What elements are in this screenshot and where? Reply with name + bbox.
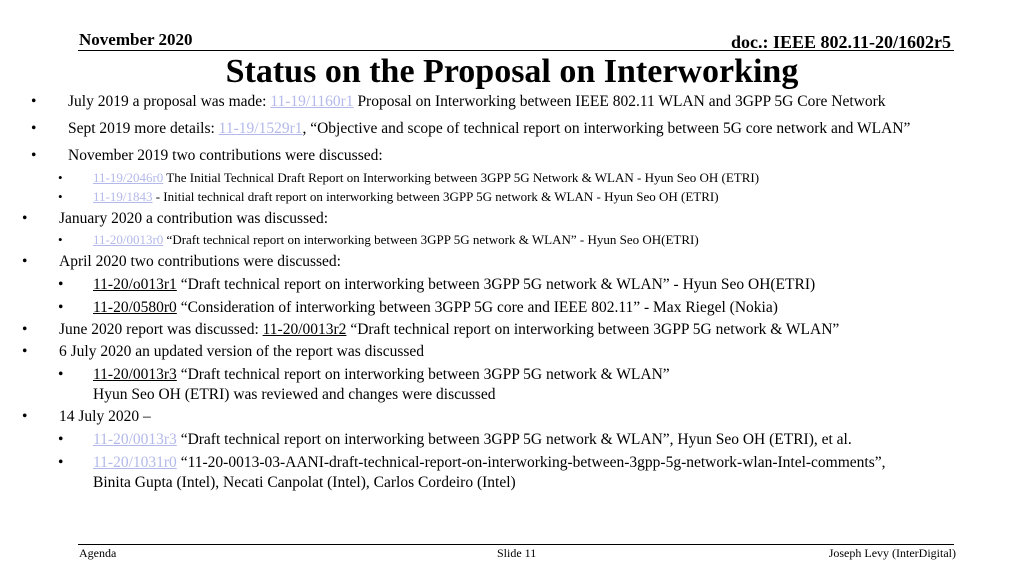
bullet: • bbox=[58, 454, 64, 471]
bullet: • bbox=[58, 170, 63, 185]
list-item: 14 July 2020 – bbox=[59, 408, 151, 425]
footer-left: Agenda bbox=[79, 546, 117, 560]
bullet: • bbox=[22, 253, 28, 270]
list-item bbox=[93, 170, 759, 186]
list-item bbox=[93, 299, 778, 317]
list-item bbox=[93, 189, 719, 205]
slide-number: Slide 11 bbox=[497, 546, 537, 560]
item-text: “Draft technical report on interworking between 3GPP 5G network & WLAN”, Hyun Seo OH (ETRI), et al. bbox=[176, 431, 852, 448]
list-item bbox=[93, 232, 699, 248]
header-doc-id: doc.: IEEE 802.11-20/1602r5 bbox=[730, 32, 951, 52]
item-text: , “Objective and scope of technical report on interworking between 5G core network and WLAN” bbox=[302, 120, 911, 137]
bullet: • bbox=[31, 93, 37, 110]
list-item-continuation: Binita Gupta (Intel), Necati Canpolat (Intel), Carlos Cordeiro (Intel) bbox=[93, 474, 516, 491]
item-text: The Initial Technical Draft Report on Interworking between 3GPP 5G Network & WLAN - Hyun Seo OH (ETRI) bbox=[163, 170, 760, 185]
header-date: November 2020 bbox=[79, 30, 193, 49]
doc-link[interactable]: 11-20/o013r1 bbox=[93, 276, 177, 293]
list-item bbox=[93, 454, 886, 472]
list-item bbox=[68, 93, 886, 111]
list-item: April 2020 two contributions were discussed: bbox=[59, 253, 341, 270]
doc-link[interactable]: 11-19/1843 bbox=[93, 189, 153, 204]
list-item: 6 July 2020 an updated version of the report was discussed bbox=[59, 343, 425, 360]
bullet: • bbox=[58, 366, 64, 383]
bullet: • bbox=[58, 189, 63, 204]
footer-divider bbox=[78, 544, 954, 545]
list-item-continuation: Hyun Seo OH (ETRI) was reviewed and changes were discussed bbox=[93, 386, 496, 403]
bullet: • bbox=[58, 276, 64, 293]
item-text: “Consideration of interworking between 3GPP 5G core and IEEE 802.11” - Max Riegel (Nokia) bbox=[176, 299, 778, 316]
item-text: “Draft technical report on interworking between 3GPP 5G network & WLAN” - Hyun Seo OH(ETRI) bbox=[163, 232, 699, 247]
item-text: “Draft technical report on interworking between 3GPP 5G network & WLAN” - Hyun Seo OH(ETRI) bbox=[176, 276, 816, 293]
doc-link[interactable]: 11-20/0013r3 bbox=[93, 431, 177, 448]
list-item bbox=[93, 366, 670, 384]
list-item bbox=[59, 321, 839, 339]
item-text: Sept 2019 more details: bbox=[68, 120, 219, 137]
item-text: July 2019 a proposal was made: bbox=[68, 93, 271, 110]
bullet: • bbox=[22, 321, 28, 338]
item-text: “Draft technical report on interworking between 3GPP 5G network & WLAN” bbox=[346, 321, 840, 338]
list-item bbox=[68, 120, 910, 138]
bullet: • bbox=[58, 232, 63, 247]
bullet: • bbox=[22, 343, 28, 360]
doc-link[interactable]: 11-20/0580r0 bbox=[93, 299, 177, 316]
bullet: • bbox=[22, 210, 28, 227]
item-text: - Initial technical draft report on interworking between 3GPP 5G network & WLAN - Hyun Seo OH (ETRI) bbox=[152, 189, 719, 204]
item-text: June 2020 report was discussed: bbox=[59, 321, 263, 338]
doc-link[interactable]: 11-20/0013r3 bbox=[93, 366, 177, 383]
item-text: “Draft technical report on interworking between 3GPP 5G network & WLAN” bbox=[176, 366, 670, 383]
item-text: Proposal on Interworking between IEEE 802.11 WLAN and 3GPP 5G Core Network bbox=[353, 93, 886, 110]
bullet: • bbox=[31, 120, 37, 137]
list-item bbox=[93, 431, 852, 449]
doc-link[interactable]: 11-20/0013r2 bbox=[262, 321, 347, 338]
doc-link[interactable]: 11-20/0013r0 bbox=[93, 232, 164, 247]
bullet: • bbox=[22, 408, 28, 425]
footer-author: Joseph Levy (InterDigital) bbox=[828, 546, 956, 560]
doc-link[interactable]: 11-19/2046r0 bbox=[93, 170, 164, 185]
doc-link[interactable]: 11-19/1529r1 bbox=[218, 120, 303, 137]
list-item: November 2019 two contributions were discussed: bbox=[68, 147, 383, 164]
doc-link[interactable]: 11-19/1160r1 bbox=[270, 93, 354, 110]
list-item: January 2020 a contribution was discussed: bbox=[59, 210, 329, 227]
bullet: • bbox=[58, 431, 64, 448]
bullet: • bbox=[58, 299, 64, 316]
doc-link[interactable]: 11-20/1031r0 bbox=[93, 454, 177, 471]
item-text: “11-20-0013-03-AANI-draft-technical-report-on-interworking-between-3gpp-5g-network-wlan-Intel-comments”, bbox=[176, 454, 886, 471]
bullet: • bbox=[31, 147, 37, 164]
slide-title: Status on the Proposal on Interworking bbox=[225, 53, 799, 90]
list-item bbox=[93, 276, 815, 294]
